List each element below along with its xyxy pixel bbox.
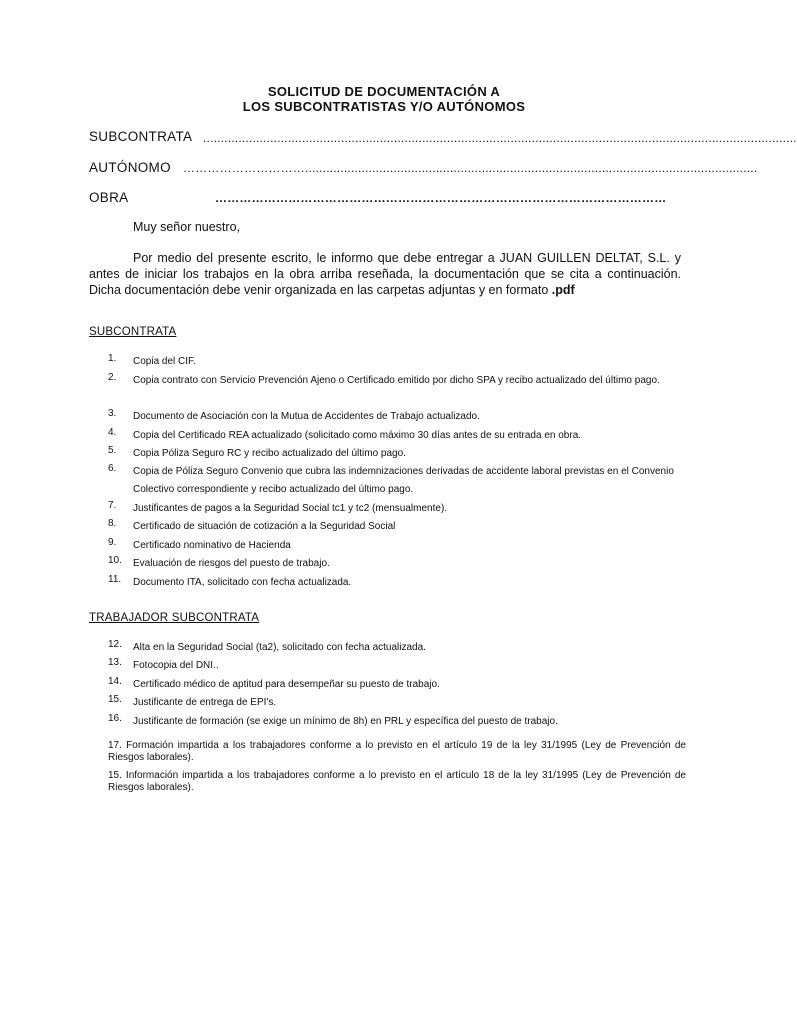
list-item-text: Copia del CIF. [133, 356, 196, 367]
subcontrata-field: ........................................................................................................................................................................ [203, 131, 797, 145]
list-item-number: 4. [108, 427, 117, 438]
list-item-text: Documento ITA, solicitado con fecha actualizada. [133, 577, 352, 588]
list-item-text: Copia de Póliza Seguro Convenio que cubra las indemnizaciones derivadas de accidente laboral previstas en el Convenio Colectivo correspondiente y recibo actualizado del último pago. [133, 466, 674, 495]
list-item-text: Justificante de formación (se exige un mínimo de 8h) en PRL y específica del puesto de trabajo. [133, 716, 558, 727]
list-item-number: 5. [108, 445, 117, 456]
intro-paragraph-text: Por medio del presente escrito, le informo que debe entregar a JUAN GUILLEN DELTAT, S.L. y antes de iniciar los trabajos en la obra arriba reseñada, la documentación que se cita a continuación. Dicha documentación debe venir organizada en las carpetas adjuntas y en formato [89, 251, 681, 297]
list-item-number: 15. [108, 694, 122, 705]
section-heading-trabajador: TRABAJADOR SUBCONTRATA [89, 612, 260, 624]
list-item-number: 7. [108, 500, 117, 511]
information-paragraph: 15. Información impartida a los trabajadores conforme a lo previsto en el artículo 18 de la ley 31/1995 (Ley de Prevención de Riesgos laborales). [108, 770, 686, 793]
list-item-text: Justificante de entrega de EPI's. [133, 697, 277, 708]
list-item-number: 16. [108, 713, 122, 724]
list-item-text: Evaluación de riesgos del puesto de trabajo. [133, 558, 330, 569]
obra-label: OBRA [89, 190, 129, 205]
document-title-line1: SOLICITUD DE DOCUMENTACIÓN A [267, 84, 501, 99]
list-item-number: 10. [108, 555, 122, 566]
section-heading-subcontrata: SUBCONTRATA [89, 326, 177, 338]
list-item-text: Documento de Asociación con la Mutua de Accidentes de Trabajo actualizado. [133, 411, 480, 422]
list-item-text: Fotocopia del DNI.. [133, 660, 219, 671]
pdf-format-label: .pdf [551, 283, 575, 297]
autonomo-label: AUTÓNOMO [89, 160, 171, 175]
list-item-number: 1. [108, 353, 117, 364]
list-item-number: 2. [108, 372, 117, 383]
obra-field: ………………………………………………………………………………………………… [215, 191, 667, 205]
list-item-number: 12. [108, 639, 122, 650]
list-item-text: Copia del Certificado REA actualizado (solicitado como máximo 30 días antes de su entrada en obra. [133, 430, 582, 441]
list-item-text: Copia Póliza Seguro RC y recibo actualizado del último pago. [133, 448, 406, 459]
document-title-line2: LOS SUBCONTRATISTAS Y/O AUTÓNOMOS [242, 99, 526, 114]
subcontrata-label: SUBCONTRATA [89, 129, 193, 144]
list-item-number: 6. [108, 463, 117, 474]
list-item-text: Copia contrato con Servicio Prevención Ajeno o Certificado emitido por dicho SPA y recibo actualizado del último pago. [133, 375, 660, 386]
list-item-text: Certificado médico de aptitud para desempeñar su puesto de trabajo. [133, 679, 440, 690]
list-item-number: 11. [108, 574, 122, 585]
list-item-number: 13. [108, 657, 122, 668]
intro-paragraph [89, 250, 681, 298]
list-item-number: 14. [108, 676, 122, 687]
list-item-number: 8. [108, 518, 117, 529]
salutation: Muy señor nuestro, [133, 220, 240, 234]
list-item-number: 3. [108, 408, 117, 419]
autonomo-field: …………………………................................................................................................................................ [183, 161, 758, 175]
list-item-text: Certificado nominativo de Hacienda [133, 540, 291, 551]
list-item-text: Alta en la Seguridad Social (ta2), solicitado con fecha actualizada. [133, 642, 426, 653]
list-item-text: Certificado de situación de cotización a la Seguridad Social [133, 521, 396, 532]
formation-paragraph: 17. Formación impartida a los trabajadores conforme a lo previsto en el artículo 19 de la ley 31/1995 (Ley de Prevención de Riesgos laborales). [108, 740, 686, 763]
list-item-number: 9. [108, 537, 117, 548]
list-item-text: Justificantes de pagos a la Seguridad Social tc1 y tc2 (mensualmente). [133, 503, 448, 514]
